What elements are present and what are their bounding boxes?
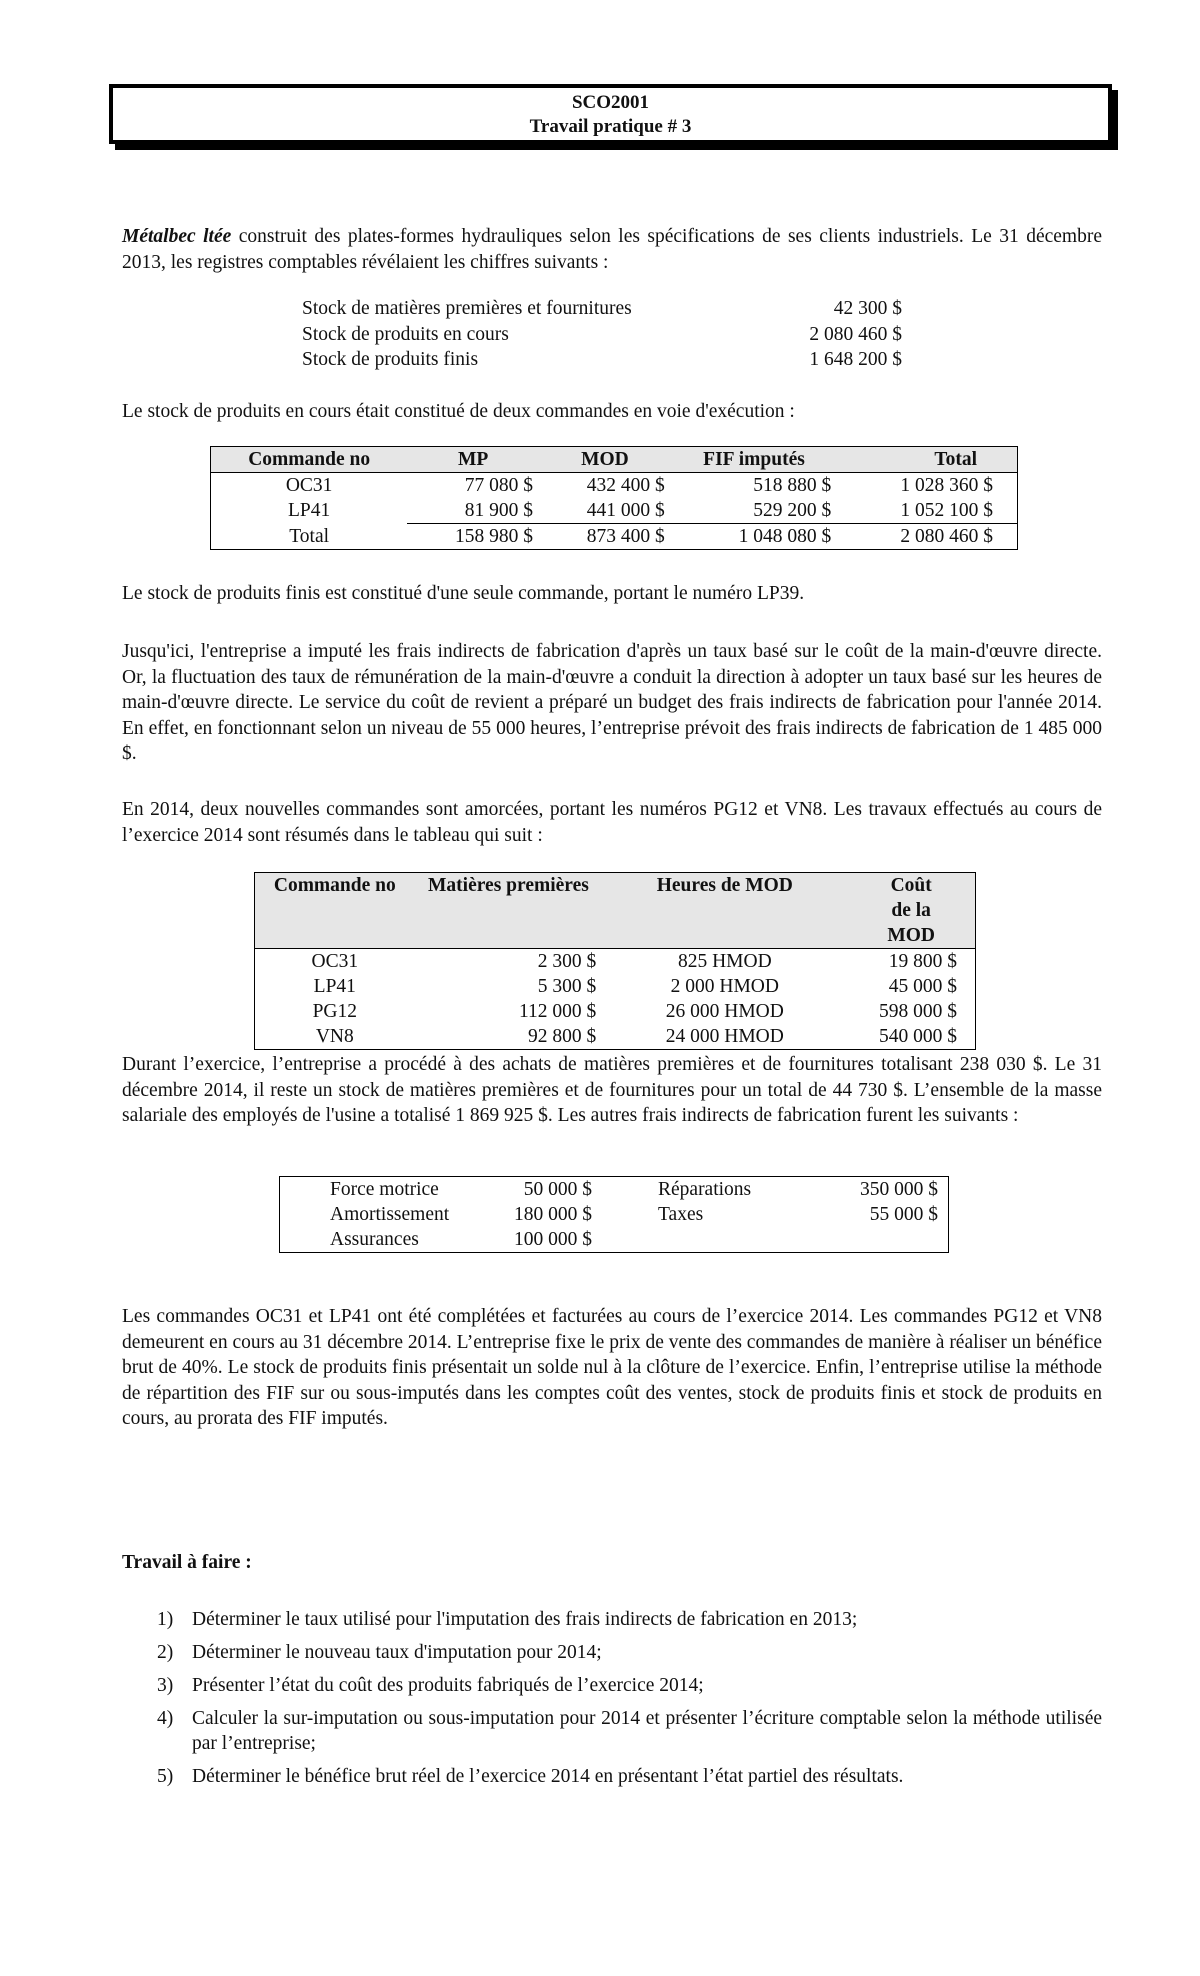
assignment-title: Travail pratique # 3 [529, 116, 692, 137]
table-cell: OC31 [311, 951, 359, 972]
table-cell: Total [289, 525, 330, 547]
task-number: 3) [157, 1675, 174, 1696]
wip-intro: Le stock de produits en cours était constitué de deux commandes en voie d'exécution : [122, 401, 795, 422]
task-number: 4) [157, 1708, 174, 1729]
table-cell [598, 1227, 784, 1253]
stock-label: Stock de produits finis [302, 349, 479, 370]
table-cell: 112 000 $ [518, 1001, 597, 1022]
table-cell: 1 052 100 $ [837, 498, 1017, 524]
table-cell: 50 000 $ [523, 1179, 592, 1200]
table-cell: 529 200 $ [671, 498, 837, 524]
task-text: Calculer la sur-imputation ou sous-imputation pour 2014 et présenter l’écriture comptable selon la méthode utilisée par l’entreprise; [192, 1708, 1102, 1754]
table-cell: 77 080 $ [464, 475, 534, 496]
task-number: 1) [157, 1609, 174, 1630]
table-cell: 1 048 080 $ [738, 526, 832, 547]
table-cell: 873 400 $ [586, 526, 665, 547]
stock-row [302, 322, 902, 348]
table-row [211, 498, 1018, 524]
table-row [255, 949, 976, 975]
task-number: 5) [157, 1766, 174, 1787]
table-row [280, 1227, 949, 1253]
stock-row [302, 347, 902, 373]
task-text: Présenter l’état du coût des produits fabriqués de l’exercice 2014; [192, 1675, 704, 1696]
table-header-row [211, 447, 1018, 473]
purchases-paragraph: Durant l’exercice, l’entreprise a procédé à des achats de matières premières et de fournitures totalisant 238 030 $. Le 31 décembre 2014, il reste un stock de matières premières et de fournitures pour un total de 44 730 $. L’ensemble de la masse salariale des employés de l'usine a totalisé 1 869 925 $. Les autres frais indirects de fabrication furent les suivants : [122, 1054, 1102, 1126]
table-cell: 598 000 $ [879, 1001, 957, 1022]
list-item [122, 1706, 1102, 1756]
table-cell: Taxes [658, 1204, 704, 1225]
col-header: Matières premières [415, 873, 603, 949]
work-table [254, 872, 976, 1050]
task-text: Déterminer le bénéfice brut réel de l’exercice 2014 en présentant l’état partiel des résultats. [192, 1766, 904, 1787]
title-box [109, 84, 1112, 144]
table-cell: 5 300 $ [537, 976, 597, 997]
table-cell: PG12 [312, 1001, 358, 1022]
overhead-table [279, 1176, 949, 1253]
list-item [122, 1607, 1102, 1632]
list-item [122, 1640, 1102, 1665]
table-row [211, 473, 1018, 499]
table-cell [784, 1227, 949, 1253]
stock-label: Stock de produits en cours [302, 323, 509, 345]
col-header: MOD [539, 447, 671, 473]
table-cell: 45 000 $ [888, 976, 957, 997]
table-cell: 92 800 $ [528, 1026, 597, 1047]
table-cell: 432 400 $ [586, 475, 665, 496]
table-row [255, 1024, 976, 1050]
task-text: Déterminer le nouveau taux d'imputation pour 2014; [192, 1642, 602, 1663]
opening-stock-list [302, 296, 902, 373]
finished-goods-paragraph: Le stock de produits finis est constitué d'une seule commande, portant le numéro LP39. [122, 583, 805, 604]
table-cell: 24 000 HMOD [665, 1026, 784, 1047]
table-cell: 81 900 $ [407, 498, 539, 524]
table-cell: 55 000 $ [869, 1204, 938, 1225]
table-cell: LP41 [313, 976, 356, 997]
col-header: Commande no [255, 873, 415, 949]
rate-paragraph: Jusqu'ici, l'entreprise a imputé les frais indirects de fabrication d'après un taux basé sur le coût de la main-d'œuvre directe. Or, la fluctuation des taux de rémunération de la main-d'œuvre a conduit la direction à adopter un taux basé sur les heures de main-d'œuvre directe. Le service du coût de revient a préparé un budget des frais indirects de fabrication pour l'année 2014. En effet, en fonctionnant selon un niveau de 55 000 heures, l’entreprise prévoit des frais indirects de fabrication de 1 485 000 $. [122, 641, 1102, 764]
stock-label: Stock de matières premières et fournitures [302, 298, 632, 319]
stock-value: 42 300 $ [833, 298, 902, 319]
table-cell: OC31 [285, 475, 333, 496]
table-cell: 441 000 $ [539, 498, 671, 524]
table-cell: 100 000 $ [514, 1229, 592, 1250]
intro-paragraph [122, 224, 1102, 275]
tasks-heading: Travail à faire : [122, 1552, 252, 1573]
stock-value: 2 080 460 $ [809, 323, 902, 345]
stock-value: 1 648 200 $ [809, 349, 902, 370]
table-cell: 2 080 460 $ [900, 526, 993, 547]
table-cell: 26 000 HMOD [665, 1001, 784, 1022]
table-cell: 540 000 $ [879, 1026, 957, 1047]
table-row [280, 1177, 949, 1203]
table-cell: 2 000 HMOD [670, 976, 779, 997]
course-code: SCO2001 [571, 92, 650, 113]
table-cell: Amortissement [330, 1204, 450, 1225]
tasks-list [122, 1607, 1102, 1797]
table-cell: Force motrice [330, 1179, 439, 1200]
task-number: 2) [157, 1642, 174, 1663]
completion-paragraph: Les commandes OC31 et LP41 ont été complétées et facturées au cours de l’exercice 2014. Les commandes PG12 et VN8 demeurent en cours au 31 décembre 2014. L’entreprise fixe le prix de vente des commandes de manière à réaliser un bénéfice brut de 40%. Le stock de produits finis présentait un solde nul à la clôture de l’exercice. Enfin, l’entreprise utilise la méthode de répartition des FIF sur ou sous-imputés dans les comptes coût des ventes, stock de produits finis et stock de produits en cours, au prorata des FIF imputés. [122, 1306, 1102, 1429]
table-cell: VN8 [315, 1026, 354, 1047]
new-orders-paragraph: En 2014, deux nouvelles commandes sont amorcées, portant les numéros PG12 et VN8. Les travaux effectués au cours de l’exercice 2014 sont résumés dans le tableau qui suit : [122, 799, 1102, 846]
table-cell: 350 000 $ [860, 1179, 938, 1200]
list-item [122, 1764, 1102, 1789]
table-cell: Assurances [330, 1229, 419, 1250]
col-header: FIF imputés [671, 447, 837, 473]
list-item [122, 1673, 1102, 1698]
table-cell: 2 300 $ [537, 951, 597, 972]
col-header: Commande no [211, 447, 408, 473]
table-cell: 825 HMOD [677, 951, 772, 972]
table-cell: LP41 [288, 500, 331, 522]
table-cell: 180 000 $ [514, 1204, 592, 1225]
table-total-row [211, 524, 1018, 550]
col-header: Coût de la MOD [847, 873, 975, 949]
table-header-row [255, 873, 976, 949]
intro-text: construit des plates-formes hydrauliques selon les spécifications de ses clients industriels. Le 31 décembre 2013, les registres comptables révélaient les chiffres suivants : [122, 226, 1102, 273]
stock-row [302, 296, 902, 322]
table-cell: Réparations [658, 1179, 752, 1200]
table-cell: 158 980 $ [455, 526, 534, 547]
task-text: Déterminer le taux utilisé pour l'imputation des frais indirects de fabrication en 2013; [192, 1609, 858, 1630]
col-header: Heures de MOD [602, 873, 847, 949]
table-row [280, 1202, 949, 1227]
table-row [255, 999, 976, 1024]
table-row [255, 974, 976, 999]
table-cell: 1 028 360 $ [900, 475, 993, 496]
col-header: Total [837, 447, 1017, 473]
table-cell: 518 880 $ [753, 475, 832, 496]
table-cell: 19 800 $ [888, 951, 957, 972]
col-header: MP [407, 447, 539, 473]
wip-table [210, 446, 1018, 550]
company-name: Métalbec ltée [122, 226, 232, 247]
